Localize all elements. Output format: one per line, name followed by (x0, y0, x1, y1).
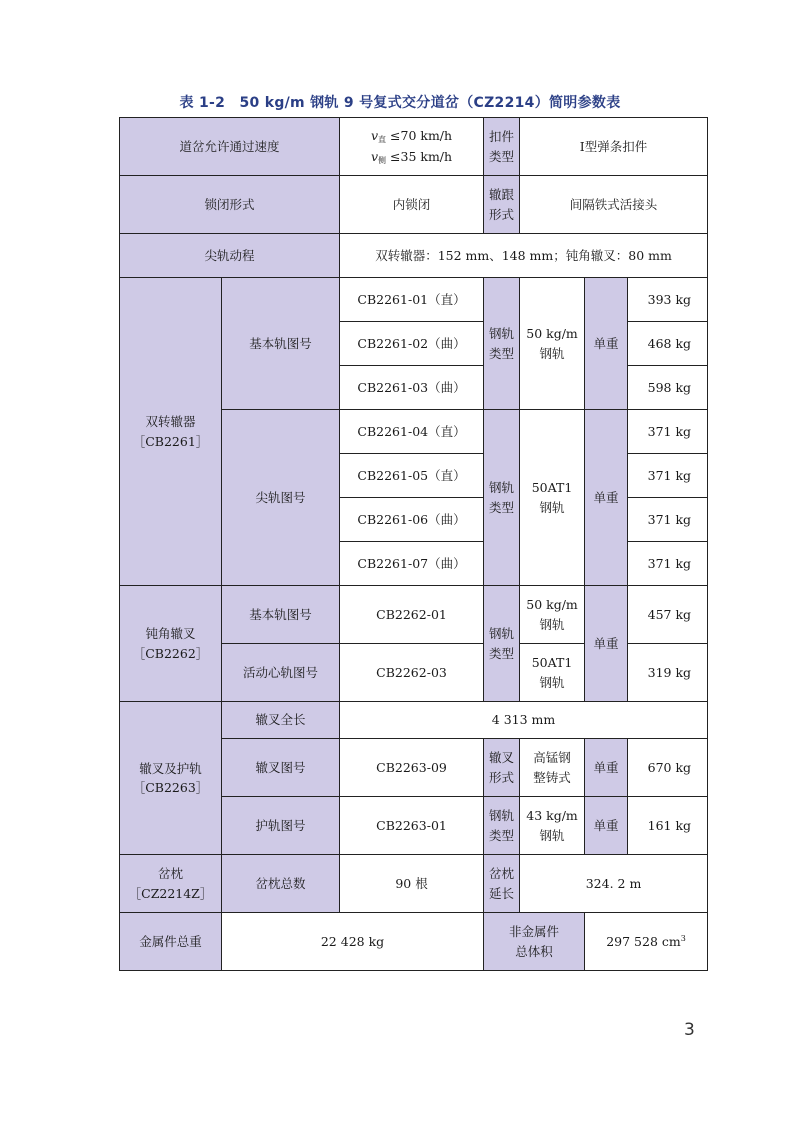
stock-rail-weight: 598 kg (628, 366, 708, 410)
guard-weight: 161 kg (628, 797, 708, 855)
sleeper-length: 324. 2 m (520, 855, 708, 913)
movable-rail-weight: 319 kg (628, 644, 708, 702)
frog-stock-rail-label: 基本轨图号 (222, 586, 340, 644)
page-number: 3 (684, 1020, 695, 1040)
stock-rail-drawing: CB2261-01（直） (340, 278, 484, 322)
table-caption: 表 1-2 50 kg/m 钢轨 9 号复式交分道岔（CZ2214）简明参数表 (179, 95, 621, 111)
frog-weight: 670 kg (628, 739, 708, 797)
speed-side: $v_侧 \le 35$ km/h (370, 148, 453, 165)
unit-weight-label: 单重 (585, 278, 628, 410)
speed-straight: $v_直 \le 70$ km/h (370, 128, 453, 145)
guard-drawing: CB2263-01 (340, 797, 484, 855)
metal-weight: 22 428 kg (222, 913, 484, 971)
stroke-label: 尖轨动程 (120, 234, 340, 278)
frog-stock-rail-drawing: CB2262-01 (340, 586, 484, 644)
frog-form: 高锰钢 整铸式 (520, 739, 585, 797)
heel-value: 间隔铁式活接头 (520, 176, 708, 234)
frog-stock-rail-type: 50 kg/m 钢轨 (520, 586, 585, 644)
frog-form-label: 辙叉 形式 (484, 739, 520, 797)
lock-label: 锁闭形式 (120, 176, 340, 234)
sleeper-group: 岔枕 ［CZ2214Z］ (120, 855, 222, 913)
fastener-label: 扣件 类型 (484, 118, 520, 176)
point-rail-weight: 371 kg (628, 410, 708, 454)
frog-stock-rail-weight: 457 kg (628, 586, 708, 644)
nonmetal-volume: 297 528 $cm^3$ (585, 913, 708, 971)
point-rail-drawing: CB2261-06（曲） (340, 498, 484, 542)
sleeper-length-label: 岔枕 延长 (484, 855, 520, 913)
double-switch-group: 双转辙器 ［CB2261］ (120, 278, 222, 586)
obtuse-frog-group: 钝角辙叉 ［CB2262］ (120, 586, 222, 702)
movable-rail-label: 活动心轨图号 (222, 644, 340, 702)
stock-rail-label: 基本轨图号 (222, 278, 340, 410)
unit-weight-label: 单重 (585, 410, 628, 586)
point-rail-weight: 371 kg (628, 454, 708, 498)
stock-rail-type-label: 钢轨 类型 (484, 278, 520, 410)
metal-weight-label: 金属件总重 (120, 913, 222, 971)
stock-rail-drawing: CB2261-02（曲） (340, 322, 484, 366)
frog-rail-type-label: 钢轨 类型 (484, 586, 520, 702)
unit-weight-label: 单重 (585, 739, 628, 797)
point-rail-drawing: CB2261-04（直） (340, 410, 484, 454)
frog-length-label: 辙叉全长 (222, 702, 340, 739)
movable-rail-type: 50AT1 钢轨 (520, 644, 585, 702)
sleeper-count: 90 根 (340, 855, 484, 913)
sleeper-count-label: 岔枕总数 (222, 855, 340, 913)
point-rail-drawing: CB2261-07（曲） (340, 542, 484, 586)
heel-label: 辙跟 形式 (484, 176, 520, 234)
parameter-table (119, 117, 708, 971)
frog-drawing-label: 辙叉图号 (222, 739, 340, 797)
frog-drawing: CB2263-09 (340, 739, 484, 797)
point-rail-label: 尖轨图号 (222, 410, 340, 586)
movable-rail-drawing: CB2262-03 (340, 644, 484, 702)
frog-length-value: 4 313 mm (340, 702, 708, 739)
stock-rail-type: 50 kg/m 钢轨 (520, 278, 585, 410)
guard-type: 43 kg/m 钢轨 (520, 797, 585, 855)
stock-rail-weight: 468 kg (628, 322, 708, 366)
fastener-value: Ⅰ型弹条扣件 (520, 118, 708, 176)
nonmetal-volume-label: 非金属件 总体积 (484, 913, 585, 971)
guard-type-label: 钢轨 类型 (484, 797, 520, 855)
point-rail-weight: 371 kg (628, 542, 708, 586)
point-rail-type-label: 钢轨 类型 (484, 410, 520, 586)
speed-values (340, 118, 484, 176)
unit-weight-label: 单重 (585, 586, 628, 702)
point-rail-type: 50AT1 钢轨 (520, 410, 585, 586)
point-rail-weight: 371 kg (628, 498, 708, 542)
point-rail-drawing: CB2261-05（直） (340, 454, 484, 498)
unit-weight-label: 单重 (585, 797, 628, 855)
stock-rail-drawing: CB2261-03（曲） (340, 366, 484, 410)
stock-rail-weight: 393 kg (628, 278, 708, 322)
frog-guard-group: 辙叉及护轨 ［CB2263］ (120, 702, 222, 855)
guard-drawing-label: 护轨图号 (222, 797, 340, 855)
speed-label: 道岔允许通过速度 (120, 118, 340, 176)
lock-value: 内锁闭 (340, 176, 484, 234)
stroke-value: 双转辙器：152 mm、148 mm；钝角辙叉：80 mm (340, 234, 708, 278)
